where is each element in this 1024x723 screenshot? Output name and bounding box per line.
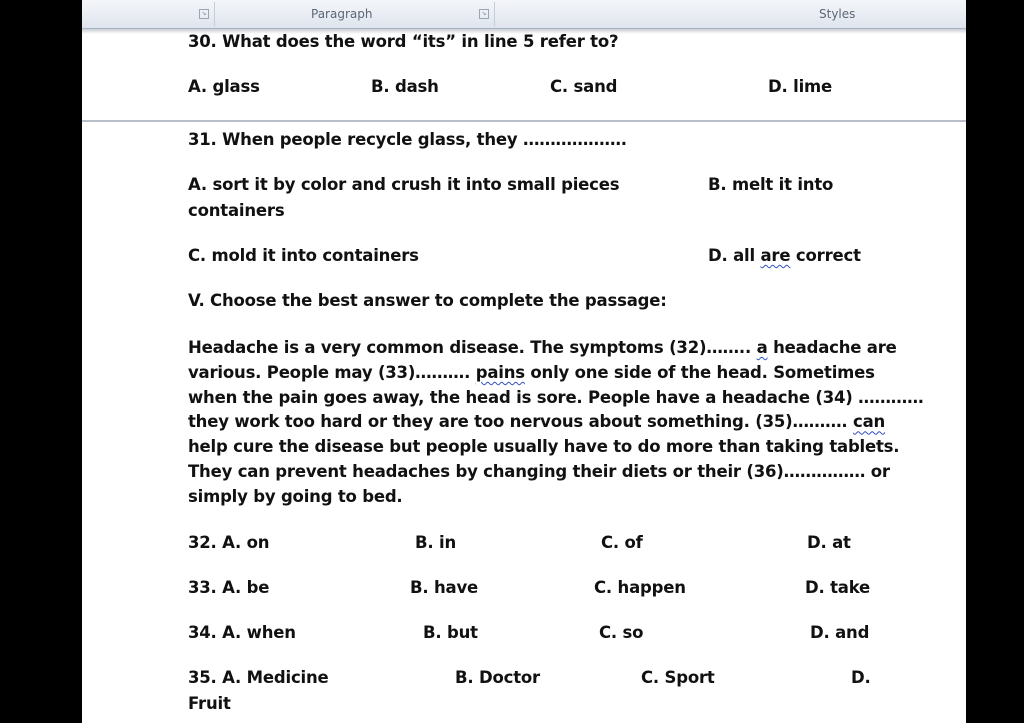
q31-option-d-prefix: D. all bbox=[708, 246, 761, 265]
passage-line: help cure the disease but people usually have to do more than taking tablets. bbox=[188, 437, 900, 457]
styles-group-label: Styles bbox=[819, 7, 856, 21]
q35-option-d-wrap: Fruit bbox=[188, 694, 231, 713]
passage bbox=[188, 336, 924, 510]
q35-option-b: B. Doctor bbox=[455, 668, 540, 687]
passage-line: when the pain goes away, the head is sore. People have a headache (34) ………… bbox=[188, 387, 924, 407]
q30-option-a: A. glass bbox=[188, 77, 260, 96]
q34-option-c: C. so bbox=[599, 623, 644, 642]
q32-option-d: D. at bbox=[807, 533, 851, 552]
q35-option-d: D. bbox=[851, 668, 871, 687]
q34-option-d: D. and bbox=[810, 623, 870, 642]
passage-line: Headache is a very common disease. The symptoms (32)…….. a headache are bbox=[188, 338, 897, 357]
q34-option-a: 34. A. when bbox=[188, 623, 296, 642]
q31-option-d bbox=[708, 246, 861, 265]
page-break bbox=[82, 120, 966, 122]
q30-option-b: B. dash bbox=[371, 77, 439, 96]
q33-option-a: 33. A. be bbox=[188, 578, 270, 597]
question-31: 31. When people recycle glass, they ………………. bbox=[188, 130, 627, 149]
ribbon-separator bbox=[214, 2, 215, 26]
q35-option-a: 35. A. Medicine bbox=[188, 668, 329, 687]
section-v-heading: V. Choose the best answer to complete the passage: bbox=[188, 291, 667, 310]
q35-option-c: C. Sport bbox=[641, 668, 715, 687]
q33-option-b: B. have bbox=[410, 578, 479, 597]
q33-option-d: D. take bbox=[805, 578, 871, 597]
passage-line: They can prevent headaches by changing their diets or their (36)…………… or bbox=[188, 461, 890, 481]
passage-line: various. People may (33)………. pains only one side of the head. Sometimes bbox=[188, 362, 875, 382]
paragraph-group-label: Paragraph bbox=[311, 7, 373, 21]
q31-option-d-suffix: correct bbox=[790, 246, 861, 265]
q32-option-a: 32. A. on bbox=[188, 533, 270, 552]
passage-line: simply by going to bed. bbox=[188, 486, 403, 506]
ribbon-bar bbox=[82, 0, 966, 29]
question-30: 30. What does the word “its” in line 5 refer to? bbox=[188, 32, 619, 51]
font-dialog-launcher-icon[interactable]: ↘ bbox=[199, 9, 209, 19]
q33-option-c: C. happen bbox=[594, 578, 686, 597]
ribbon-separator bbox=[494, 2, 495, 26]
spellcheck-can[interactable]: can bbox=[852, 412, 886, 432]
q30-option-c: C. sand bbox=[550, 77, 618, 96]
spellcheck-are[interactable]: are bbox=[760, 246, 791, 265]
spellcheck-a[interactable]: a bbox=[756, 338, 768, 357]
q34-option-b: B. but bbox=[423, 623, 478, 642]
passage-line: they work too hard or they are too nervous about something. (35)………. can bbox=[188, 412, 886, 432]
q32-option-b: B. in bbox=[415, 533, 456, 552]
spellcheck-pains[interactable]: pains bbox=[475, 362, 525, 382]
q31-option-a: A. sort it by color and crush it into small pieces bbox=[188, 175, 620, 194]
q31-option-c: C. mold it into containers bbox=[188, 246, 419, 265]
q31-option-b: B. melt it into bbox=[708, 175, 834, 194]
q31-option-wrap: containers bbox=[188, 201, 285, 220]
paragraph-dialog-launcher-icon[interactable]: ↘ bbox=[479, 9, 489, 19]
q32-option-c: C. of bbox=[601, 533, 643, 552]
q30-option-d: D. lime bbox=[768, 77, 833, 96]
